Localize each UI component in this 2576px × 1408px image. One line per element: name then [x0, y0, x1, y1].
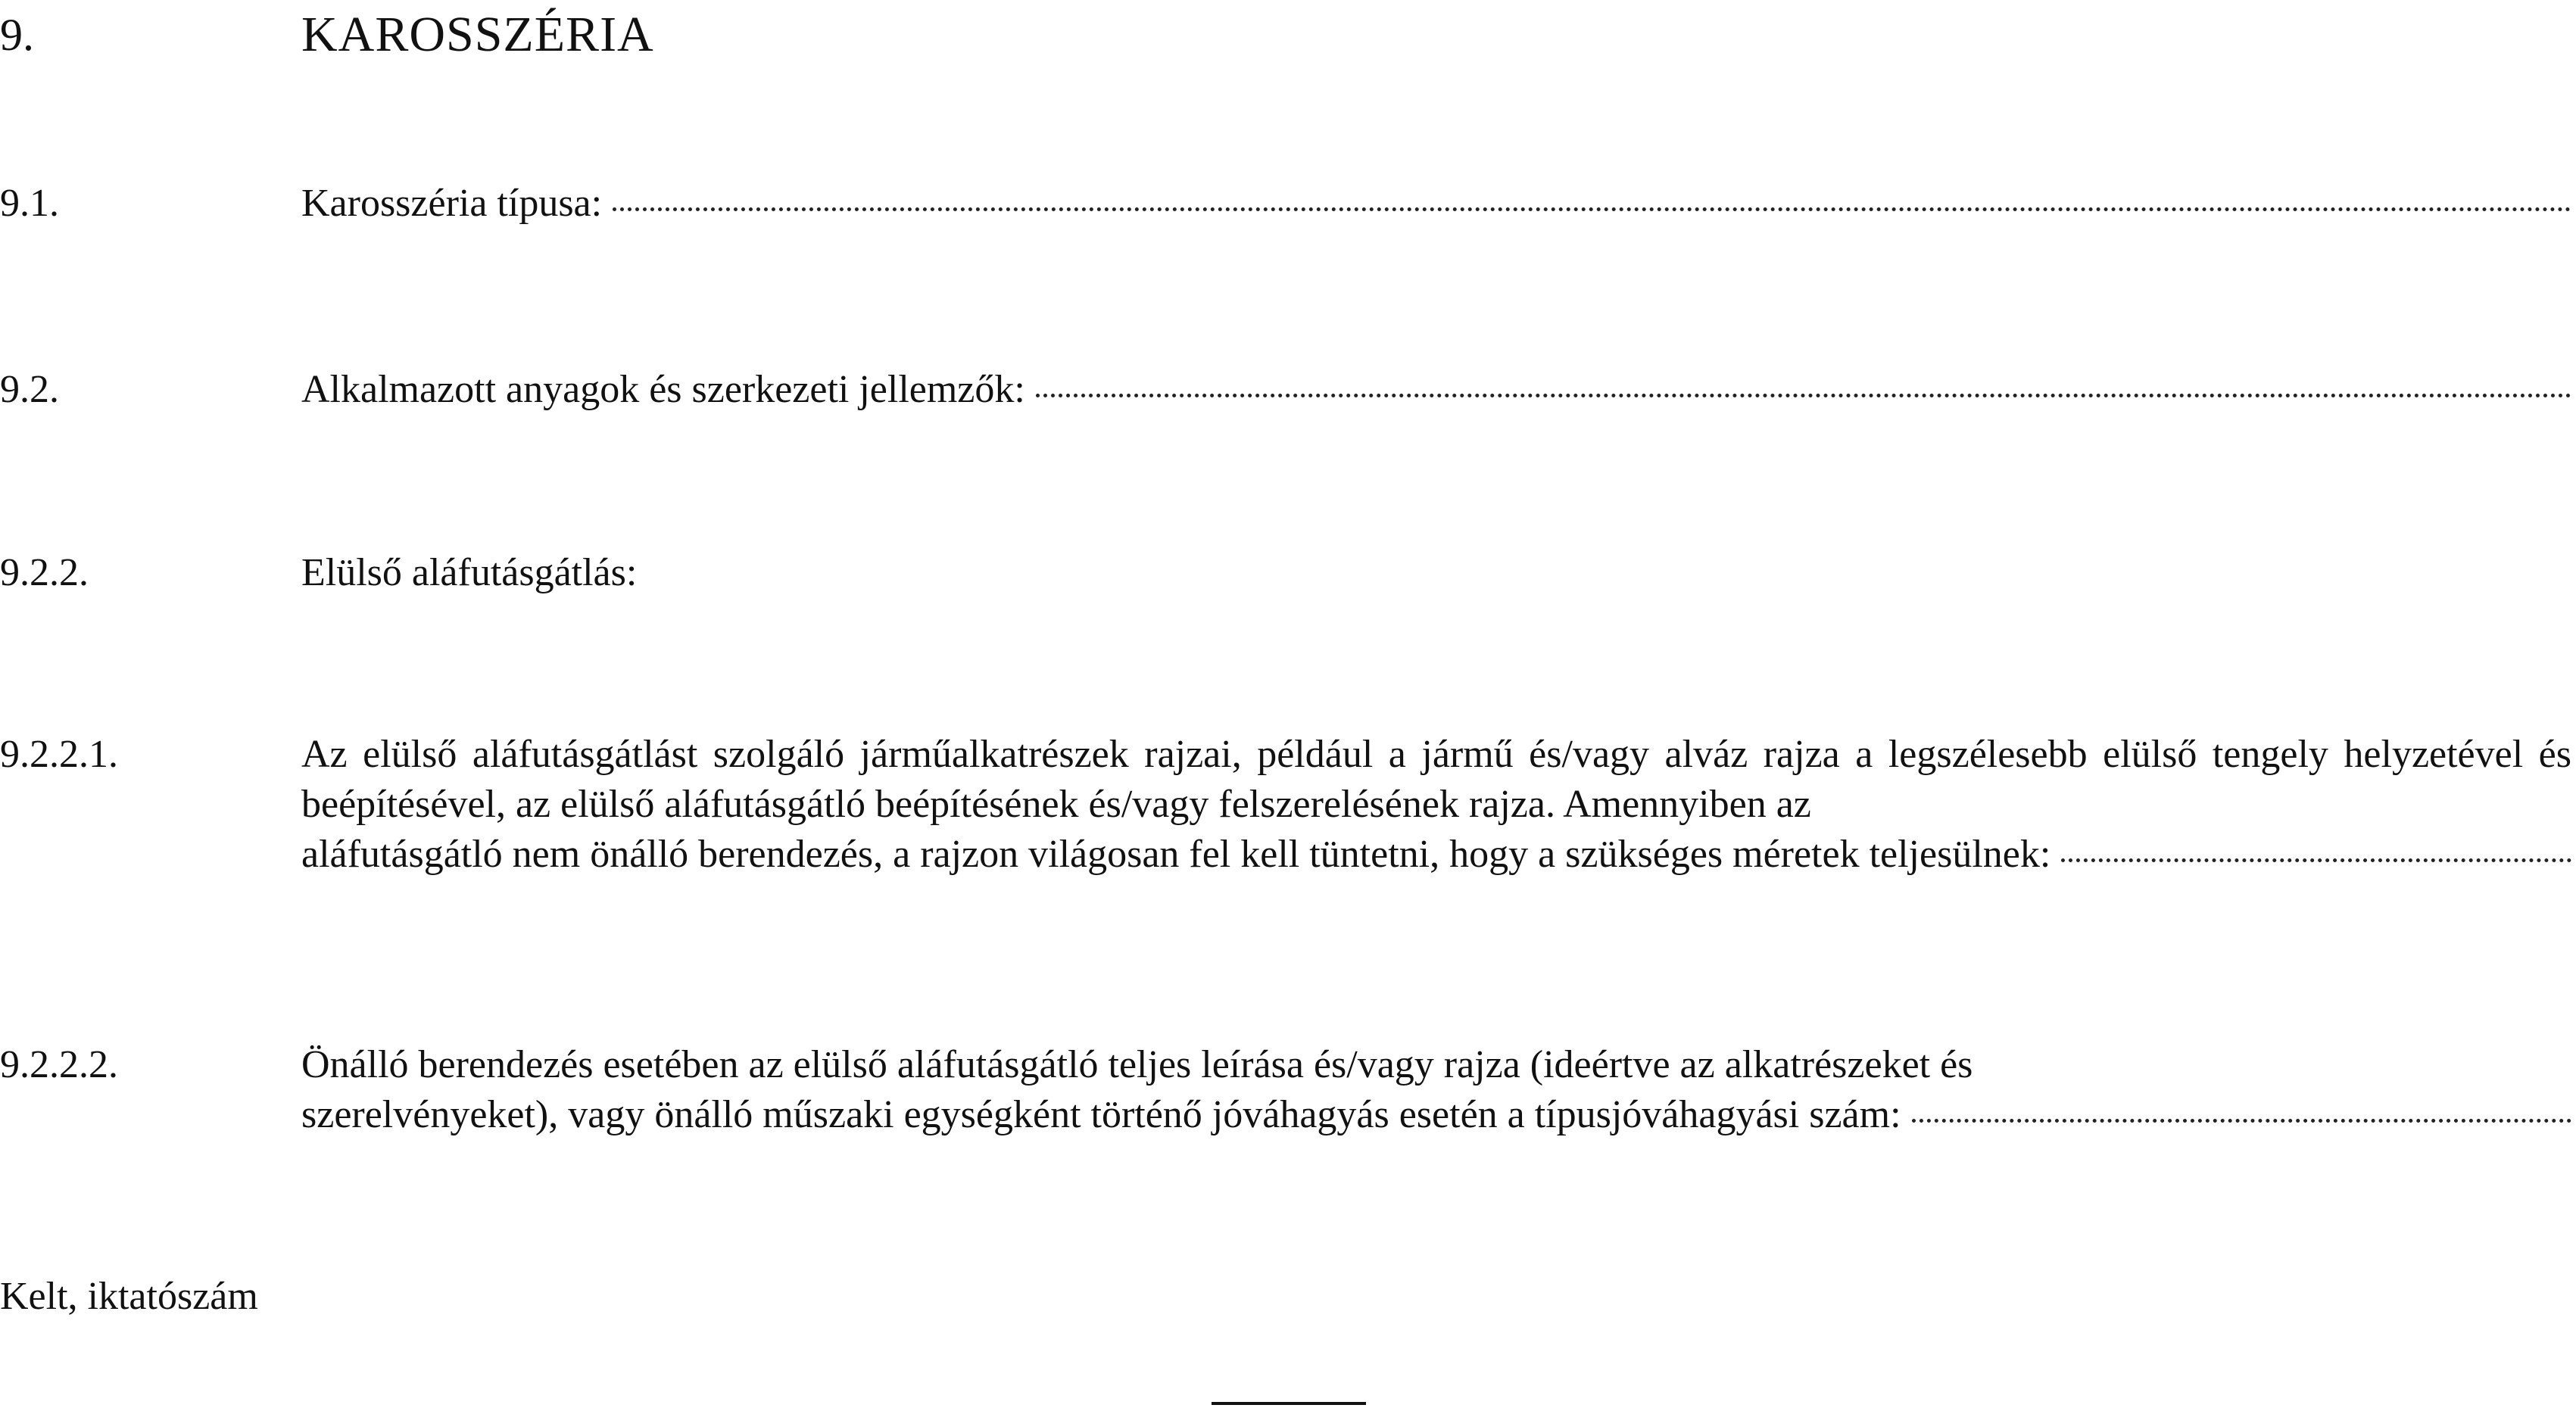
item-row-front-underrun	[301, 548, 2571, 598]
materials-fill-line[interactable]	[1036, 394, 2571, 397]
description-tail-row	[301, 1090, 2571, 1140]
item-row-materials	[301, 365, 2571, 415]
description-fill-line[interactable]	[1912, 1119, 2571, 1123]
section-number: 9.	[0, 10, 34, 60]
description-tail-text: szerelvényeket), vagy önálló műszaki egységként történő jóváhagyás esetén a típusjóváhagyási szám:	[301, 1093, 1901, 1136]
body-type-label: Karosszéria típusa:	[301, 182, 603, 225]
drawings-tail-row	[301, 830, 2571, 880]
item-paragraph-description	[301, 1040, 2571, 1140]
section-title: KAROSSZÉRIA	[301, 7, 654, 62]
item-number-9-2: 9.2.	[0, 368, 59, 411]
materials-label: Alkalmazott anyagok és szerkezeti jellemzők:	[301, 368, 1025, 411]
drawings-fill-line[interactable]	[2061, 858, 2571, 862]
item-number-9-2-2-1: 9.2.2.1.	[0, 733, 118, 776]
item-row-body-type	[301, 179, 2571, 229]
drawings-text: Az elülső aláfutásgátlást szolgáló járműalkatrészek rajzai, például a jármű és/vagy alváz rajza a legszélesebb elülső tengely helyzetével és beépítésével, az elülső aláfutásgátló beépítésének és/vagy felszerelésének rajza. Amennyiben az	[301, 733, 2571, 826]
front-underrun-label: Elülső aláfutásgátlás:	[301, 551, 638, 594]
item-paragraph-drawings	[301, 730, 2571, 880]
item-number-9-2-2: 9.2.2.	[0, 551, 89, 594]
item-number-9-2-2-2: 9.2.2.2.	[0, 1043, 118, 1086]
end-rule-divider	[1212, 1402, 1366, 1405]
body-type-fill-line[interactable]	[613, 207, 2571, 211]
drawings-tail-text: aláfutásgátló nem önálló berendezés, a rajzon világosan fel kell tüntetni, hogy a szükséges méretek teljesülnek:	[301, 833, 2051, 876]
item-number-9-1: 9.1.	[0, 182, 59, 225]
description-text: Önálló berendezés esetében az elülső aláfutásgátló teljes leírása és/vagy rajza (ideértve az alkatrészeket és	[301, 1043, 1973, 1086]
date-reference-label: Kelt, iktatószám	[0, 1275, 258, 1318]
